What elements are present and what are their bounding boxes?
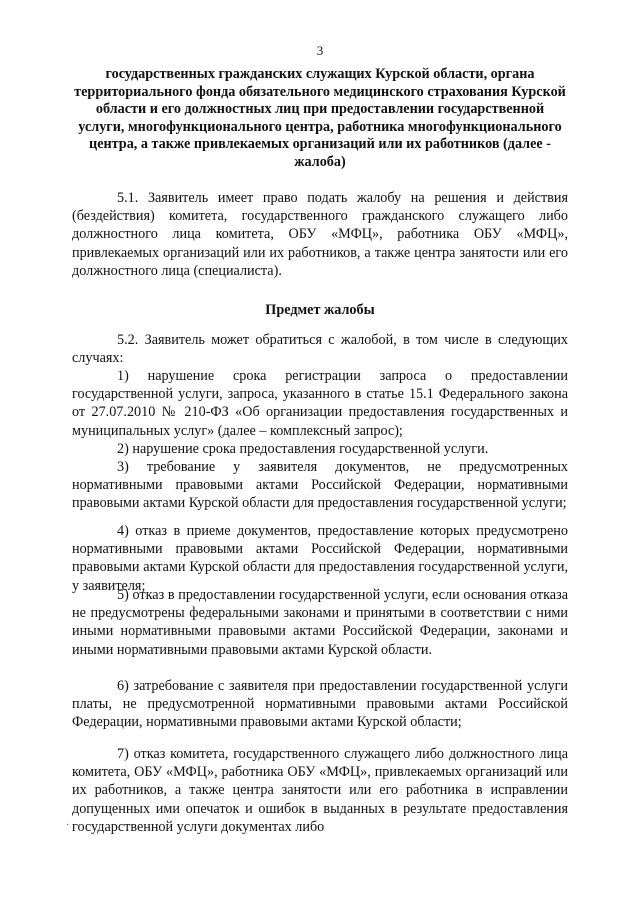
list-item-5: 5) отказ в предоставлении государственной услуги, если основания отказа не предусмотрены федеральными законами и принятыми в соответствии с ними иными нормативными правовыми актами Российской Федерации, законами и иными нормативными правовыми актами Курской области. — [72, 587, 568, 658]
list-item-7: 7) отказ комитета, государственного служащего либо должностного лица комитета, ОБУ «МФЦ», работника ОБУ «МФЦ», привлекаемых организаций или их работников, а также центра занятости или его работника в исправлении допущенных ими опечаток и ошибок в выданных в результате предоставления государственной услуги документах либо — [72, 746, 568, 835]
list-item-3: 3) требование у заявителя документов, не предусмотренных нормативными правовыми актами Российской Федерации, нормативными правовыми актами Курской области для предоставления государственной услуги; — [72, 459, 568, 512]
list-item-4: 4) отказ в приеме документов, предоставление которых предусмотрено нормативными правовыми актами Российской Федерации, нормативными правовыми актами Курской области для предоставления государственной услуги, у заявителя; — [72, 523, 568, 594]
list-item-2: 2) нарушение срока предоставления государственной услуги. — [117, 441, 489, 457]
paragraph-5-2: 5.2. Заявитель может обратиться с жалобой, в том числе в следующих случаях: — [72, 332, 568, 367]
section-heading: государственных гражданских служащих Курской области, органа территориального фонда обязательного медицинского страхования Курской области и его должностных лиц при предоставлении государственной услуги, многофункционального центра, работника многофункционального центра, а также привлекаемых организаций или их работников (далее - жалоба) — [74, 66, 566, 170]
paragraph-5-1: 5.1. Заявитель имеет право подать жалобу на решения и действия (бездействия) комитета, государственного гражданского служащего либо должностного лица комитета, ОБУ «МФЦ», работника ОБУ «МФЦ», привлекаемых организаций или их работников, а также центра занятости или его должностного лица (специалиста). — [72, 190, 568, 279]
page-number: 3 — [316, 43, 324, 58]
subject-of-complaint-title: Предмет жалобы — [265, 302, 375, 318]
margin-mark: · — [66, 820, 70, 831]
list-item-6: 6) затребование с заявителя при предоставлении государственной услуги платы, не предусмотренной нормативными правовыми актами Российской Федерации, нормативными правовыми актами Курской области; — [72, 678, 568, 731]
list-item-1: 1) нарушение срока регистрации запроса о предоставлении государственной услуги, запроса, указанного в статье 15.1 Федерального закона от 27.07.2010 № 210-ФЗ «Об организации предоставления государственных и муниципальных услуг» (далее – комплексный запрос); — [72, 368, 568, 439]
